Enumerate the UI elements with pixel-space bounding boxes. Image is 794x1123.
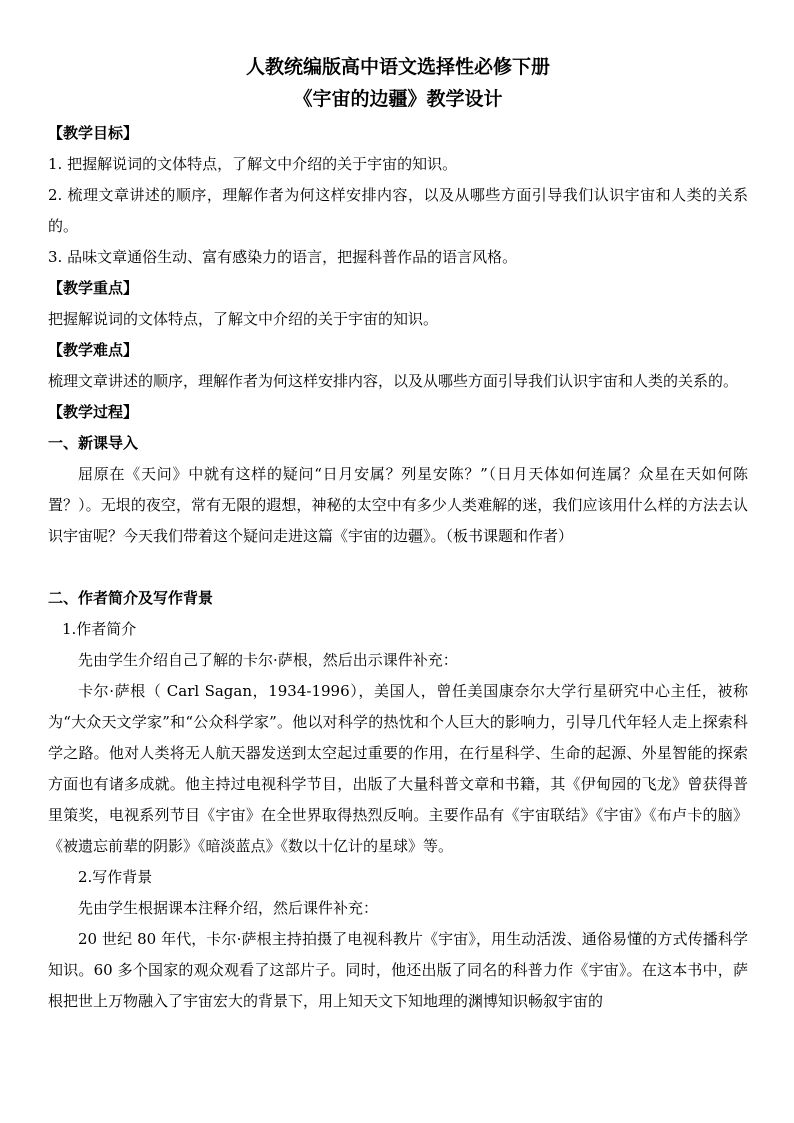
background-intro: 先由学生根据课本注释介绍，然后课件补充： <box>78 899 379 917</box>
section1-text: 屈原在《天问》中就有这样的疑问“日月安属？列星安陈？”（日月天体如何连属？众星在天如何陈置？）。无垠的夜空，常有无限的遐想，神秘的太空中有多少人类难解的迷，我们应该用什么样的方法去认识宇宙呢？今天我们带着这个疑问走进这篇《宇宙的边疆》。（板书课题和作者） <box>48 465 748 545</box>
author-intro: 先由学生介绍自己了解的卡尔·萨根，然后出示课件补充： <box>78 651 458 669</box>
difficulty-text: 梳理文章讲述的顺序，理解作者为何这样安排内容，以及从哪些方面引导我们认识宇宙和人类的关系的。 <box>48 372 739 390</box>
focus-text: 把握解说词的文体特点，了解文中介绍的关于宇宙的知识。 <box>48 310 439 328</box>
background-heading: 2.写作背景 <box>78 868 153 886</box>
document-title-line2: 《宇宙的边疆》教学设计 <box>293 88 503 110</box>
goals-heading: 【教学目标】 <box>48 124 139 142</box>
section1-heading: 一、新课导入 <box>48 434 139 452</box>
spacer <box>48 552 748 583</box>
background-text: 20 世纪 80 年代，卡尔·萨根主持拍摄了电视科教片《宇宙》，用生动活泼、通俗易懂的方式传播科学知识。60 多个国家的观众观看了这部片子。同时，他还出版了同名的科普力作《宇宙》。在这本书中，萨根把世上万物融入了宇宙宏大的背景下，用上知天文下知地理的渊博知识畅叙宇宙的 <box>48 930 748 1010</box>
document-title-line1: 人教统编版高中语文选择性必修下册 <box>245 56 550 78</box>
goal-item-2: 2. 梳理文章讲述的顺序，理解作者为何这样安排内容，以及从哪些方面引导我们认识宇宙和人类的关系的。 <box>48 186 748 235</box>
difficulty-heading: 【教学难点】 <box>48 341 139 359</box>
focus-heading: 【教学重点】 <box>48 279 139 297</box>
process-heading: 【教学过程】 <box>48 403 139 421</box>
section2-heading: 二、作者简介及写作背景 <box>48 589 214 607</box>
goal-item-1: 1. 把握解说词的文体特点，了解文中介绍的关于宇宙的知识。 <box>48 155 458 173</box>
document-page <box>48 52 748 1017</box>
author-heading: 1.作者简介 <box>62 620 137 638</box>
goal-item-3: 3. 品味文章通俗生动、富有感染力的语言，把握科普作品的语言风格。 <box>48 248 518 266</box>
author-text: 卡尔·萨根（ Carl Sagan，1934-1996），美国人，曾任美国康奈尔大学行星研究中心主任，被称为“大众天文学家”和“公众科学家”。他以对科学的热忱和个人巨大的影响力，引导几代年轻人走上探索科学之路。他对人类将无人航天器发送到太空起过重要的作用，在行星科学、生命的起源、外星智能的探索方面也有诸多成就。他主持过电视科学节目，出版了大量科普文章和书籍，其《伊甸园的飞龙》曾获得普里策奖，电视系列节目《宇宙》在全世界取得热烈反响。主要作品有《宇宙联结》《宇宙》《布卢卡的脑》《被遗忘前辈的阴影》《暗淡蓝点》《数以十亿计的星球》等。 <box>48 682 748 855</box>
